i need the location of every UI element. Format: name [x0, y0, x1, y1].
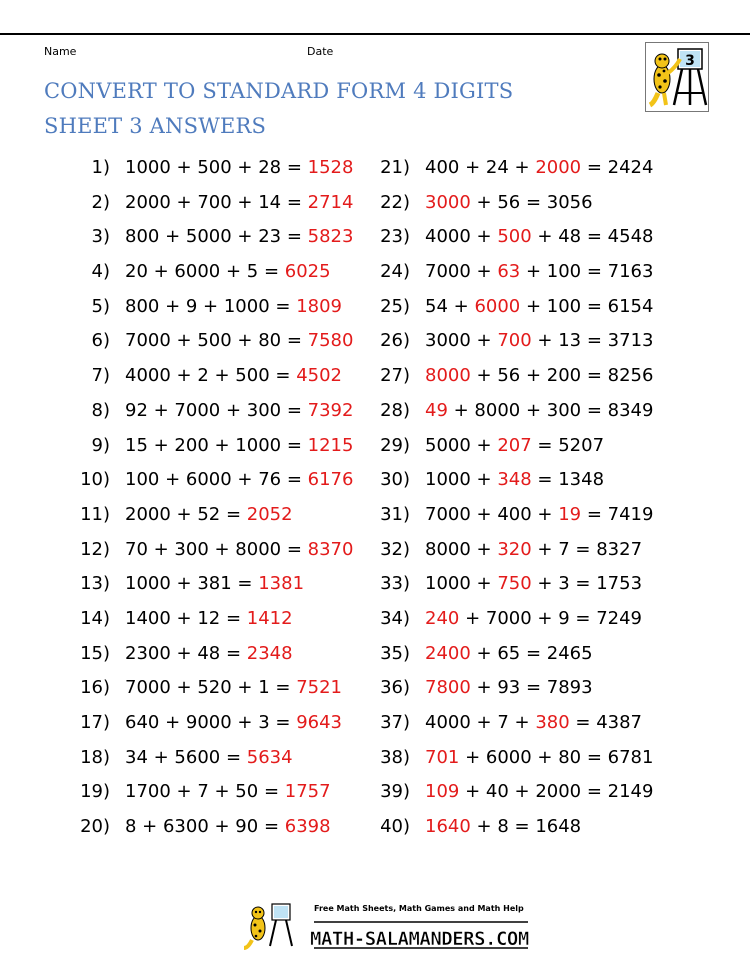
page-subtitle: SHEET 3 ANSWERS — [44, 114, 267, 138]
question-equation — [425, 324, 653, 359]
question-row — [70, 255, 400, 290]
answer-value: 240 — [425, 607, 460, 629]
question-row — [370, 533, 700, 568]
question-row — [370, 290, 700, 325]
question-row — [370, 151, 700, 186]
equation-text: 54 + — [425, 295, 475, 317]
question-equation — [425, 498, 653, 533]
answer-value: 1381 — [258, 573, 305, 595]
question-equation — [125, 186, 353, 221]
question-number: 30) — [380, 469, 410, 491]
equation-text: + 40 + 2000 = 2149 — [459, 781, 654, 803]
question-number: 22) — [380, 191, 410, 213]
question-number: 18) — [80, 746, 110, 768]
equation-text: 1000 + 381 = — [125, 573, 259, 595]
question-row — [70, 429, 400, 464]
answer-value: 2052 — [246, 503, 293, 525]
equation-text: + 7 = 8327 — [531, 538, 643, 560]
question-equation — [125, 151, 353, 186]
equation-text: 8 + 6300 + 90 = — [125, 816, 285, 838]
question-row — [370, 359, 700, 394]
answer-value: 320 — [497, 538, 532, 560]
answer-value: 348 — [497, 469, 532, 491]
equation-text: + 56 + 200 = 8256 — [470, 365, 654, 387]
question-number: 10) — [80, 469, 110, 491]
answer-value: 2400 — [425, 642, 471, 664]
equation-text: 100 + 6000 + 76 = — [125, 469, 308, 491]
equation-text: 4000 + — [425, 226, 498, 248]
question-row — [370, 671, 700, 706]
question-number: 35) — [380, 642, 410, 664]
answer-value: 500 — [497, 226, 532, 248]
question-row — [70, 498, 400, 533]
equation-text: 1000 + 500 + 28 = — [125, 157, 308, 178]
question-equation — [125, 498, 293, 533]
equation-text: + 7000 + 9 = 7249 — [459, 607, 643, 629]
equation-text: 7000 + 500 + 80 = — [125, 330, 308, 352]
question-equation — [125, 637, 293, 672]
answer-value: 701 — [425, 746, 460, 768]
question-equation — [425, 394, 653, 429]
equation-text: + 93 = 7893 — [470, 677, 593, 699]
question-row — [70, 533, 400, 568]
answer-value: 9643 — [296, 712, 343, 733]
question-row — [70, 671, 400, 706]
question-equation — [425, 463, 604, 498]
question-equation — [425, 567, 642, 602]
question-row — [70, 810, 400, 845]
equation-text: 4000 + 2 + 500 = — [125, 365, 297, 387]
salamander-easel-icon — [645, 42, 709, 112]
answer-value: 750 — [497, 573, 532, 595]
question-number: 5) — [91, 295, 110, 317]
question-number: 9) — [91, 434, 110, 456]
question-number: 1) — [91, 157, 110, 178]
question-equation — [425, 810, 581, 845]
answer-value: 207 — [497, 434, 532, 456]
question-number: 37) — [380, 712, 410, 733]
answer-value: 6176 — [307, 469, 354, 491]
equation-text: + 13 = 3713 — [531, 330, 654, 352]
equation-text: 2000 + 52 = — [125, 503, 247, 525]
question-row — [370, 463, 700, 498]
question-row — [70, 220, 400, 255]
question-row — [70, 706, 400, 741]
question-equation — [425, 429, 604, 464]
question-row — [370, 186, 700, 221]
question-number: 8) — [91, 399, 110, 421]
equation-text: 5000 + — [425, 434, 498, 456]
answer-value: 1412 — [246, 607, 293, 629]
equation-text: 34 + 5600 = — [125, 746, 247, 768]
answer-value: 2714 — [307, 191, 354, 213]
question-row — [70, 151, 400, 186]
question-row — [70, 775, 400, 810]
equation-text: 20 + 6000 + 5 = — [125, 261, 285, 283]
question-equation — [125, 706, 342, 741]
equation-text: = 7419 — [581, 503, 654, 525]
question-number: 27) — [380, 365, 410, 387]
answer-value: 19 — [558, 503, 582, 525]
question-equation — [125, 359, 342, 394]
equation-text: 8000 + — [425, 538, 498, 560]
question-number: 14) — [80, 607, 110, 629]
answer-value: 1757 — [284, 781, 331, 803]
question-equation — [425, 602, 642, 637]
question-equation — [125, 255, 331, 290]
question-row — [70, 324, 400, 359]
question-equation — [125, 220, 353, 255]
question-equation — [125, 567, 304, 602]
answer-value: 63 — [497, 261, 521, 283]
question-number: 7) — [91, 365, 110, 387]
equation-text: + 48 = 4548 — [531, 226, 654, 248]
equation-text: + 56 = 3056 — [470, 191, 593, 213]
question-equation — [425, 186, 593, 221]
equation-text: 800 + 5000 + 23 = — [125, 226, 308, 248]
answer-value: 8000 — [425, 365, 471, 387]
question-number: 23) — [380, 226, 410, 248]
answer-value: 7392 — [307, 399, 354, 421]
answer-value: 5634 — [246, 746, 293, 768]
answer-value: 3000 — [425, 191, 471, 213]
footer-site-name: MATH-SALAMANDERS.COM — [310, 928, 529, 950]
question-number: 29) — [380, 434, 410, 456]
question-number: 6) — [91, 330, 110, 352]
question-number: 26) — [380, 330, 410, 352]
question-row — [370, 567, 700, 602]
question-equation — [425, 706, 642, 741]
question-number: 17) — [80, 712, 110, 733]
answer-value: 2348 — [246, 642, 293, 664]
question-equation — [125, 324, 353, 359]
footer-tagline: Free Math Sheets, Math Games and Math Help — [314, 904, 524, 913]
question-row — [370, 637, 700, 672]
answer-value: 5823 — [307, 226, 354, 248]
question-row — [370, 220, 700, 255]
question-row — [70, 394, 400, 429]
answer-value: 6398 — [284, 816, 331, 838]
question-equation — [425, 151, 653, 186]
answer-value: 6000 — [474, 295, 521, 317]
equation-text: 7000 + 400 + — [425, 503, 559, 525]
equation-text: + 100 = 6154 — [520, 295, 654, 317]
question-row — [370, 498, 700, 533]
footer — [240, 900, 530, 952]
question-number: 15) — [80, 642, 110, 664]
question-equation — [425, 637, 593, 672]
question-number: 2) — [91, 191, 110, 213]
equation-text: 3000 + — [425, 330, 498, 352]
question-number: 39) — [380, 781, 410, 803]
equation-text: 70 + 300 + 8000 = — [125, 538, 308, 560]
question-number: 32) — [380, 538, 410, 560]
answer-value: 109 — [425, 781, 460, 803]
equation-text: + 65 = 2465 — [470, 642, 593, 664]
answer-value: 1640 — [425, 816, 471, 838]
question-number: 40) — [380, 816, 410, 838]
equation-text: 400 + 24 + — [425, 157, 536, 178]
equation-text: 4000 + 7 + — [425, 712, 536, 733]
equation-text: + 8000 + 300 = 8349 — [447, 399, 654, 421]
equation-text: + 6000 + 80 = 6781 — [459, 746, 654, 768]
top-rule — [0, 33, 750, 35]
question-equation — [425, 290, 653, 325]
name-label: Name — [44, 45, 77, 58]
question-row — [370, 324, 700, 359]
question-number: 19) — [80, 781, 110, 803]
question-equation — [125, 775, 331, 810]
question-row — [370, 706, 700, 741]
equation-text: 7000 + 520 + 1 = — [125, 677, 297, 699]
question-row — [70, 290, 400, 325]
question-number: 20) — [80, 816, 110, 838]
question-row — [370, 255, 700, 290]
question-number: 38) — [380, 746, 410, 768]
question-number: 16) — [80, 677, 110, 699]
answer-value: 4502 — [296, 365, 343, 387]
equation-text: 2000 + 700 + 14 = — [125, 191, 308, 213]
question-equation — [125, 394, 353, 429]
question-number: 21) — [380, 157, 410, 178]
answer-value: 6025 — [284, 261, 331, 283]
equation-text: 7000 + — [425, 261, 498, 283]
equation-text: = 2424 — [581, 157, 654, 178]
answer-value: 700 — [497, 330, 532, 352]
question-number: 3) — [91, 226, 110, 248]
question-equation — [425, 359, 653, 394]
question-row — [70, 567, 400, 602]
logo-badge: 3 — [685, 53, 695, 69]
question-number: 33) — [380, 573, 410, 595]
answer-value: 1809 — [296, 295, 343, 317]
question-number: 28) — [380, 399, 410, 421]
question-equation — [425, 775, 653, 810]
question-equation — [425, 741, 653, 776]
equation-text: 1000 + — [425, 573, 498, 595]
answer-value: 380 — [535, 712, 570, 733]
question-number: 31) — [380, 503, 410, 525]
equation-text: + 100 = 7163 — [520, 261, 654, 283]
question-row — [70, 637, 400, 672]
equation-text: 800 + 9 + 1000 = — [125, 295, 297, 317]
question-row — [70, 463, 400, 498]
question-equation — [425, 533, 642, 568]
questions-right-column — [370, 151, 700, 845]
question-row — [370, 394, 700, 429]
question-equation — [125, 602, 293, 637]
question-number: 25) — [380, 295, 410, 317]
answer-value: 8370 — [307, 538, 354, 560]
equation-text: 92 + 7000 + 300 = — [125, 399, 308, 421]
question-equation — [125, 429, 353, 464]
equation-text: = 4387 — [569, 712, 643, 733]
question-equation — [125, 671, 342, 706]
answer-value: 7521 — [296, 677, 343, 699]
question-equation — [125, 533, 353, 568]
question-row — [370, 775, 700, 810]
question-number: 4) — [91, 261, 110, 283]
question-equation — [125, 741, 293, 776]
equation-text: 1700 + 7 + 50 = — [125, 781, 285, 803]
question-number: 24) — [380, 261, 410, 283]
question-row — [70, 602, 400, 637]
answer-value: 1215 — [307, 434, 354, 456]
question-equation — [125, 463, 353, 498]
question-number: 36) — [380, 677, 410, 699]
equation-text: 1400 + 12 = — [125, 607, 247, 629]
question-equation — [125, 290, 342, 325]
question-row — [70, 741, 400, 776]
question-number: 12) — [80, 538, 110, 560]
equation-text: 2300 + 48 = — [125, 642, 247, 664]
answer-value: 49 — [425, 399, 448, 421]
question-equation — [425, 220, 653, 255]
answer-value: 7580 — [307, 330, 354, 352]
question-row — [70, 359, 400, 394]
answer-value: 2000 — [535, 157, 582, 178]
question-equation — [425, 671, 593, 706]
questions-left-column — [70, 151, 400, 845]
question-equation — [425, 255, 653, 290]
question-row — [70, 186, 400, 221]
equation-text: 15 + 200 + 1000 = — [125, 434, 308, 456]
question-row — [370, 810, 700, 845]
equation-text: + 3 = 1753 — [531, 573, 643, 595]
answer-value: 1528 — [307, 157, 354, 178]
question-number: 34) — [380, 607, 410, 629]
equation-text: 640 + 9000 + 3 = — [125, 712, 297, 733]
equation-text: = 1348 — [531, 469, 605, 491]
date-label: Date — [307, 45, 334, 58]
question-row — [370, 429, 700, 464]
page-title: CONVERT TO STANDARD FORM 4 DIGITS — [44, 79, 514, 103]
equation-text: = 5207 — [531, 434, 605, 456]
question-equation — [125, 810, 331, 845]
question-row — [370, 602, 700, 637]
equation-text: 1000 + — [425, 469, 498, 491]
question-number: 13) — [80, 573, 110, 595]
equation-text: + 8 = 1648 — [470, 816, 582, 838]
answer-value: 7800 — [425, 677, 471, 699]
question-row — [370, 741, 700, 776]
question-number: 11) — [80, 503, 110, 525]
